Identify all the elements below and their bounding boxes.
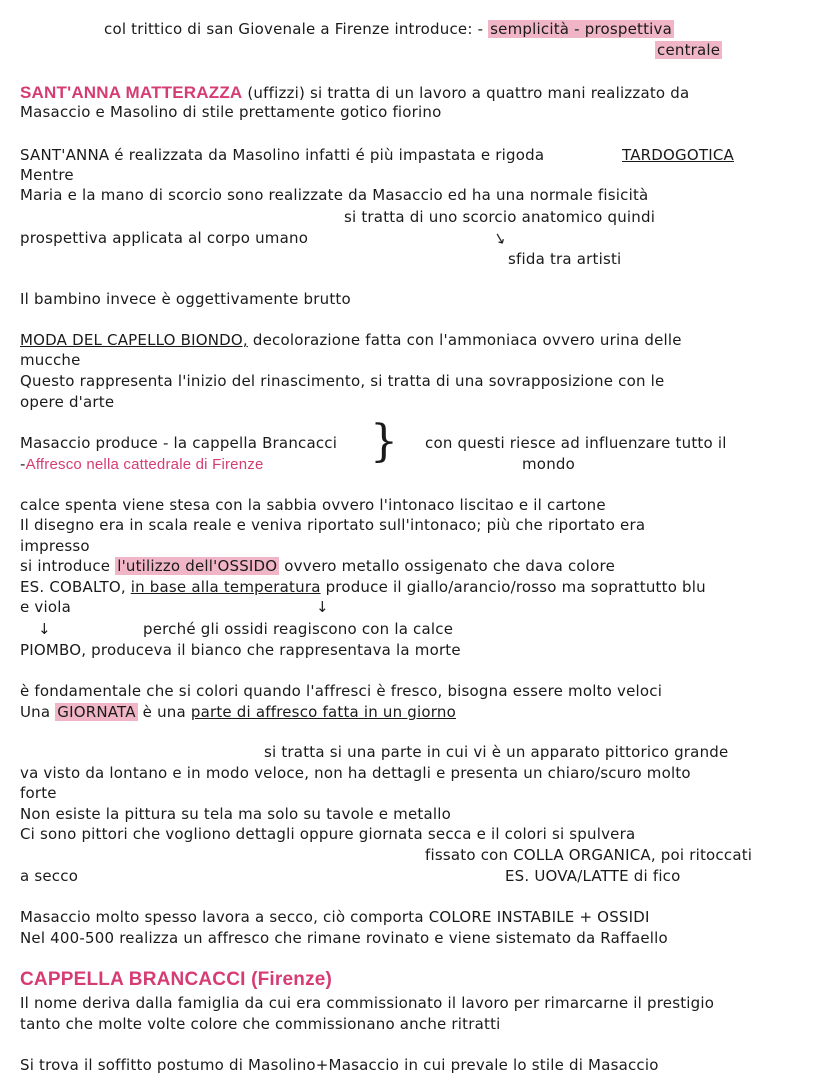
line-raffaello: Nel 400-500 realizza un affresco che rimane rovinato e viene sistemato da Raffaello bbox=[20, 929, 668, 947]
line-a-secco: a secco bbox=[20, 867, 79, 885]
line-pittori: Ci sono pittori che vogliono dettagli oppure giornata secca e il colori si spulvera bbox=[20, 825, 636, 843]
text: ovvero metallo ossigenato che dava colore bbox=[284, 557, 616, 575]
highlight-semplicita: semplicità - prospettiva bbox=[490, 20, 673, 38]
line-viola: e viola bbox=[20, 598, 71, 616]
line-ritratti: tanto che molte volte colore che commissionano anche ritratti bbox=[20, 1015, 501, 1033]
line-colla: fissato con COLLA ORGANICA, poi ritoccati bbox=[425, 846, 753, 864]
line-maria: Maria e la mano di scorcio sono realizzate da Masaccio ed ha una normale fisicità bbox=[20, 186, 649, 204]
line-disegno: Il disegno era in scala reale e veniva riportato sull'intonaco; più che riportato era bbox=[20, 516, 646, 534]
label-parte-affresco: parte di affresco fatta in un giorno bbox=[190, 703, 456, 721]
heading-cappella-brancacci: CAPPELLA BRANCACCI (Firenze) bbox=[20, 969, 333, 990]
line-masaccio-masolino: Masaccio e Masolino di stile prettamente gotico fiorino bbox=[20, 103, 442, 121]
text: col trittico di san Giovenale a Firenze introduce: - bbox=[104, 20, 484, 38]
line-affresco-cattedrale bbox=[20, 455, 264, 474]
line-colore-instabile: Masaccio molto spesso lavora a secco, ciò comporta COLORE INSTABILE + OSSIDI bbox=[20, 908, 650, 926]
line-mondo: mondo bbox=[522, 455, 575, 473]
line-moda-capello bbox=[20, 331, 682, 350]
line-santanna-heading bbox=[20, 82, 689, 104]
label-tardogotica: TARDOGOTICA bbox=[622, 146, 734, 164]
line-prospettiva-corpo: prospettiva applicata al corpo umano bbox=[20, 229, 309, 247]
line-sfida: sfida tra artisti bbox=[508, 250, 622, 268]
line-apparato: si tratta si una parte in cui vi è un apparato pittorico grande bbox=[264, 743, 729, 761]
line-soffitto: Si trova il soffitto postumo di Masolino+Masaccio in cui prevale lo stile di Masaccio bbox=[20, 1056, 659, 1074]
text: Una bbox=[20, 703, 51, 721]
line-fondamentale: è fondamentale che si colori quando l'affresci è fresco, bisogna essere molto veloci bbox=[20, 682, 663, 700]
arrow-down-icon: ↓ bbox=[490, 228, 510, 251]
line-giornata bbox=[20, 703, 456, 722]
brace-icon: } bbox=[370, 416, 398, 467]
text: - bbox=[20, 455, 26, 473]
text: ES. COBALTO, bbox=[20, 578, 126, 596]
line-calce: calce spenta viene stesa con la sabbia ovvero l'intonaco liscitao e il cartone bbox=[20, 496, 606, 514]
line-forte: forte bbox=[20, 784, 57, 802]
arrow-down-icon: ↓ bbox=[316, 598, 329, 616]
text: decolorazione fatta con l'ammoniaca ovvero urina delle bbox=[252, 331, 682, 349]
line-mucche: mucche bbox=[20, 351, 81, 369]
line-visto-lontano: va visto da lontano e in modo veloce, non ha dettagli e presenta un chiaro/scuro molto bbox=[20, 764, 691, 782]
line-intro bbox=[104, 20, 674, 39]
line-rinascimento: Questo rappresenta l'inizio del rinascimento, si tratta di una sovrapposizione con le bbox=[20, 372, 665, 390]
highlight-centrale: centrale bbox=[657, 41, 721, 59]
line-uova: ES. UOVA/LATTE di fico bbox=[505, 867, 681, 885]
line-mentre: Mentre bbox=[20, 166, 74, 184]
text: SANT'ANNA é realizzata da Masolino infatti é più impastata e rigoda bbox=[20, 146, 545, 164]
line-masaccio-produce: Masaccio produce - la cappella Brancacci bbox=[20, 434, 338, 452]
arrow-down-icon: ↓ bbox=[38, 620, 51, 638]
line-piombo: PIOMBO, produceva il bianco che rappresentava la morte bbox=[20, 641, 461, 659]
heading-santanna: SANT'ANNA MATTERAZZA bbox=[20, 83, 243, 102]
label-affresco-cattedrale: Affresco nella cattedrale di Firenze bbox=[25, 456, 264, 473]
line-cobalto bbox=[20, 578, 706, 597]
highlight-ossido: l'utilizzo dell'OSSIDO bbox=[117, 557, 278, 575]
line-opere: opere d'arte bbox=[20, 393, 115, 411]
text: si introduce bbox=[20, 557, 111, 575]
line-bambino: Il bambino invece è oggettivamente brutto bbox=[20, 290, 351, 308]
line-ossido bbox=[20, 557, 615, 576]
label-temperatura: in base alla temperatura bbox=[130, 578, 321, 596]
line-santanna-masolino bbox=[20, 146, 544, 165]
label-moda-capello: MODA DEL CAPELLO BIONDO, bbox=[20, 331, 248, 349]
line-influenzare: con questi riesce ad influenzare tutto il bbox=[425, 434, 727, 452]
text: è una bbox=[142, 703, 186, 721]
text: produce il giallo/arancio/rosso ma soprattutto blu bbox=[325, 578, 706, 596]
highlight-giornata: GIORNATA bbox=[57, 703, 136, 721]
line-pittura-tela: Non esiste la pittura su tela ma solo su tavole e metallo bbox=[20, 805, 451, 823]
line-reagiscono: perché gli ossidi reagiscono con la calce bbox=[143, 620, 454, 638]
line-nome-famiglia: Il nome deriva dalla famiglia da cui era commissionato il lavoro per rimarcarne il prestigio bbox=[20, 994, 715, 1012]
line-intro-cont bbox=[655, 41, 722, 60]
line-scorcio: si tratta di uno scorcio anatomico quindi bbox=[344, 208, 656, 226]
line-impresso: impresso bbox=[20, 537, 90, 555]
text: (uffizzi) si tratta di un lavoro a quattro mani realizzato da bbox=[247, 84, 690, 102]
